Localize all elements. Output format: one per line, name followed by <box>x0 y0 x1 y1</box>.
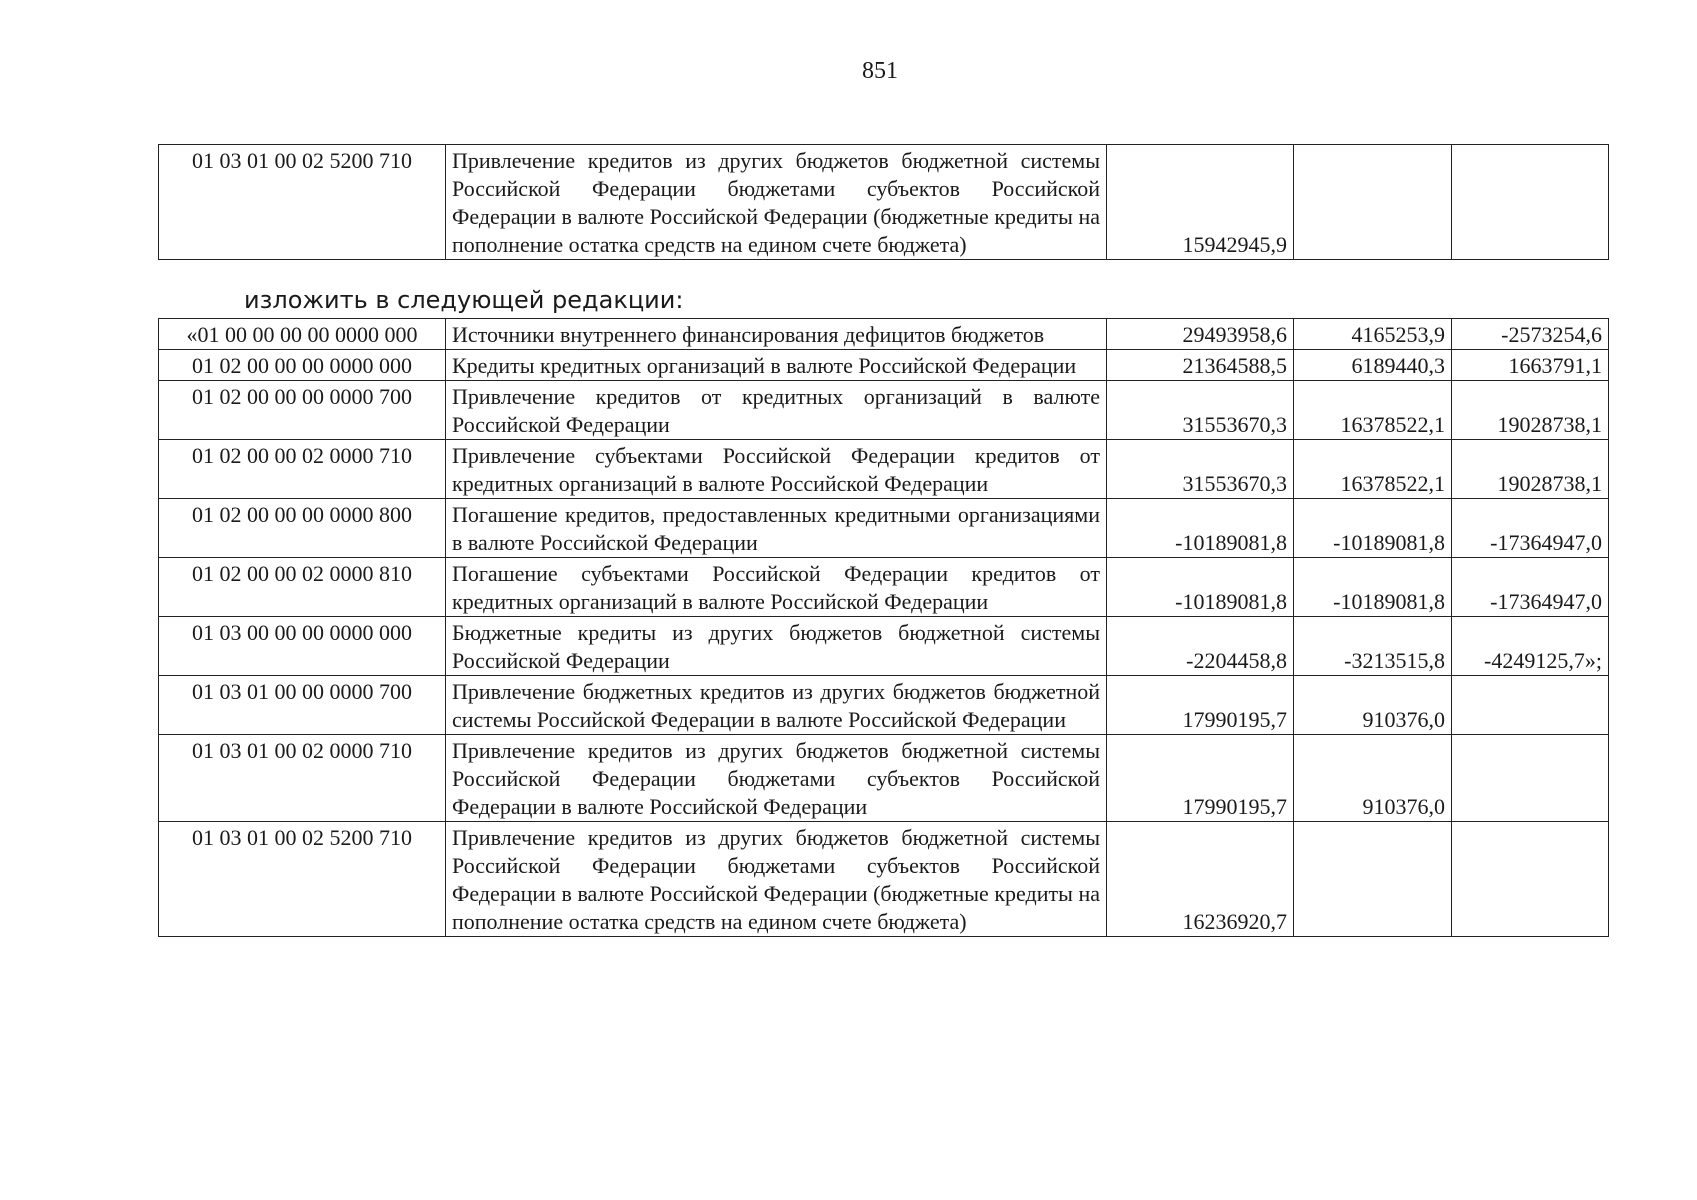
table-row <box>159 499 1609 558</box>
amount-year-1: 31553670,3 <box>1107 381 1294 440</box>
budget-table-new <box>158 318 1609 937</box>
amount-year-2 <box>1294 145 1452 260</box>
amount-year-3 <box>1452 735 1609 822</box>
amount-year-3: 19028738,1 <box>1452 440 1609 499</box>
budget-item-name: Погашение кредитов, предоставленных кредитными организациями в валюте Российской Федерации <box>446 499 1107 558</box>
amount-year-1: 17990195,7 <box>1107 676 1294 735</box>
amount-year-1: -10189081,8 <box>1107 558 1294 617</box>
amount-year-3 <box>1452 676 1609 735</box>
amount-year-1: 29493958,6 <box>1107 319 1294 350</box>
amount-year-1: 31553670,3 <box>1107 440 1294 499</box>
amount-year-3: -4249125,7»; <box>1452 617 1609 676</box>
amount-year-2: 910376,0 <box>1294 735 1452 822</box>
budget-item-name: Кредиты кредитных организаций в валюте Российской Федерации <box>446 350 1107 381</box>
budget-item-name: Бюджетные кредиты из других бюджетов бюджетной системы Российской Федерации <box>446 617 1107 676</box>
amount-year-3 <box>1452 145 1609 260</box>
budget-item-name: Привлечение субъектами Российской Федерации кредитов от кредитных организаций в валюте Российской Федерации <box>446 440 1107 499</box>
amount-year-1: 15942945,9 <box>1107 145 1294 260</box>
table-row <box>159 735 1609 822</box>
page-number: 851 <box>862 58 898 84</box>
budget-code: 01 03 01 00 02 5200 710 <box>159 145 446 260</box>
amount-year-2 <box>1294 822 1452 937</box>
amount-year-3: -2573254,6 <box>1452 319 1609 350</box>
budget-table-old <box>158 144 1609 260</box>
amount-year-3: -17364947,0 <box>1452 558 1609 617</box>
budget-code: «01 00 00 00 00 0000 000 <box>159 319 446 350</box>
amount-year-2: -10189081,8 <box>1294 499 1452 558</box>
budget-item-name: Привлечение кредитов из других бюджетов бюджетной системы Российской Федерации бюджетами субъектов Российской Федерации в валюте Российской Федерации (бюджетные кредиты на пополнение остатка средств на едином счете бюджета) <box>446 145 1107 260</box>
table-row <box>159 350 1609 381</box>
budget-item-name: Привлечение кредитов из других бюджетов бюджетной системы Российской Федерации бюджетами субъектов Российской Федерации в валюте Российской Федерации <box>446 735 1107 822</box>
budget-code: 01 02 00 00 02 0000 810 <box>159 558 446 617</box>
amount-year-3: 1663791,1 <box>1452 350 1609 381</box>
budget-code: 01 03 01 00 02 5200 710 <box>159 822 446 937</box>
budget-item-name: Привлечение кредитов из других бюджетов бюджетной системы Российской Федерации бюджетами субъектов Российской Федерации в валюте Российской Федерации (бюджетные кредиты на пополнение остатка средств на едином счете бюджета) <box>446 822 1107 937</box>
amount-year-1: 21364588,5 <box>1107 350 1294 381</box>
budget-code: 01 03 01 00 02 0000 710 <box>159 735 446 822</box>
amount-year-3 <box>1452 822 1609 937</box>
budget-item-name: Погашение субъектами Российской Федерации кредитов от кредитных организаций в валюте Российской Федерации <box>446 558 1107 617</box>
budget-item-name: Источники внутреннего финансирования дефицитов бюджетов <box>446 319 1107 350</box>
amount-year-2: 6189440,3 <box>1294 350 1452 381</box>
amount-year-1: 17990195,7 <box>1107 735 1294 822</box>
table-row <box>159 822 1609 937</box>
amount-year-1: 16236920,7 <box>1107 822 1294 937</box>
amount-year-2: 910376,0 <box>1294 676 1452 735</box>
budget-code: 01 03 01 00 00 0000 700 <box>159 676 446 735</box>
budget-code: 01 03 00 00 00 0000 000 <box>159 617 446 676</box>
table-row <box>159 319 1609 350</box>
budget-code: 01 02 00 00 00 0000 700 <box>159 381 446 440</box>
table-row <box>159 440 1609 499</box>
amount-year-2: -10189081,8 <box>1294 558 1452 617</box>
amendment-note: изложить в следующей редакции: <box>244 286 684 314</box>
amount-year-1: -10189081,8 <box>1107 499 1294 558</box>
amount-year-3: 19028738,1 <box>1452 381 1609 440</box>
table-row <box>159 617 1609 676</box>
budget-item-name: Привлечение бюджетных кредитов из других бюджетов бюджетной системы Российской Федерации в валюте Российской Федерации <box>446 676 1107 735</box>
amount-year-2: 4165253,9 <box>1294 319 1452 350</box>
amount-year-2: -3213515,8 <box>1294 617 1452 676</box>
table-row <box>159 676 1609 735</box>
amount-year-2: 16378522,1 <box>1294 440 1452 499</box>
budget-item-name: Привлечение кредитов от кредитных организаций в валюте Российской Федерации <box>446 381 1107 440</box>
budget-code: 01 02 00 00 00 0000 000 <box>159 350 446 381</box>
amount-year-3: -17364947,0 <box>1452 499 1609 558</box>
amount-year-2: 16378522,1 <box>1294 381 1452 440</box>
table-row <box>159 145 1609 260</box>
budget-code: 01 02 00 00 02 0000 710 <box>159 440 446 499</box>
table-row <box>159 558 1609 617</box>
budget-code: 01 02 00 00 00 0000 800 <box>159 499 446 558</box>
table-row <box>159 381 1609 440</box>
amount-year-1: -2204458,8 <box>1107 617 1294 676</box>
